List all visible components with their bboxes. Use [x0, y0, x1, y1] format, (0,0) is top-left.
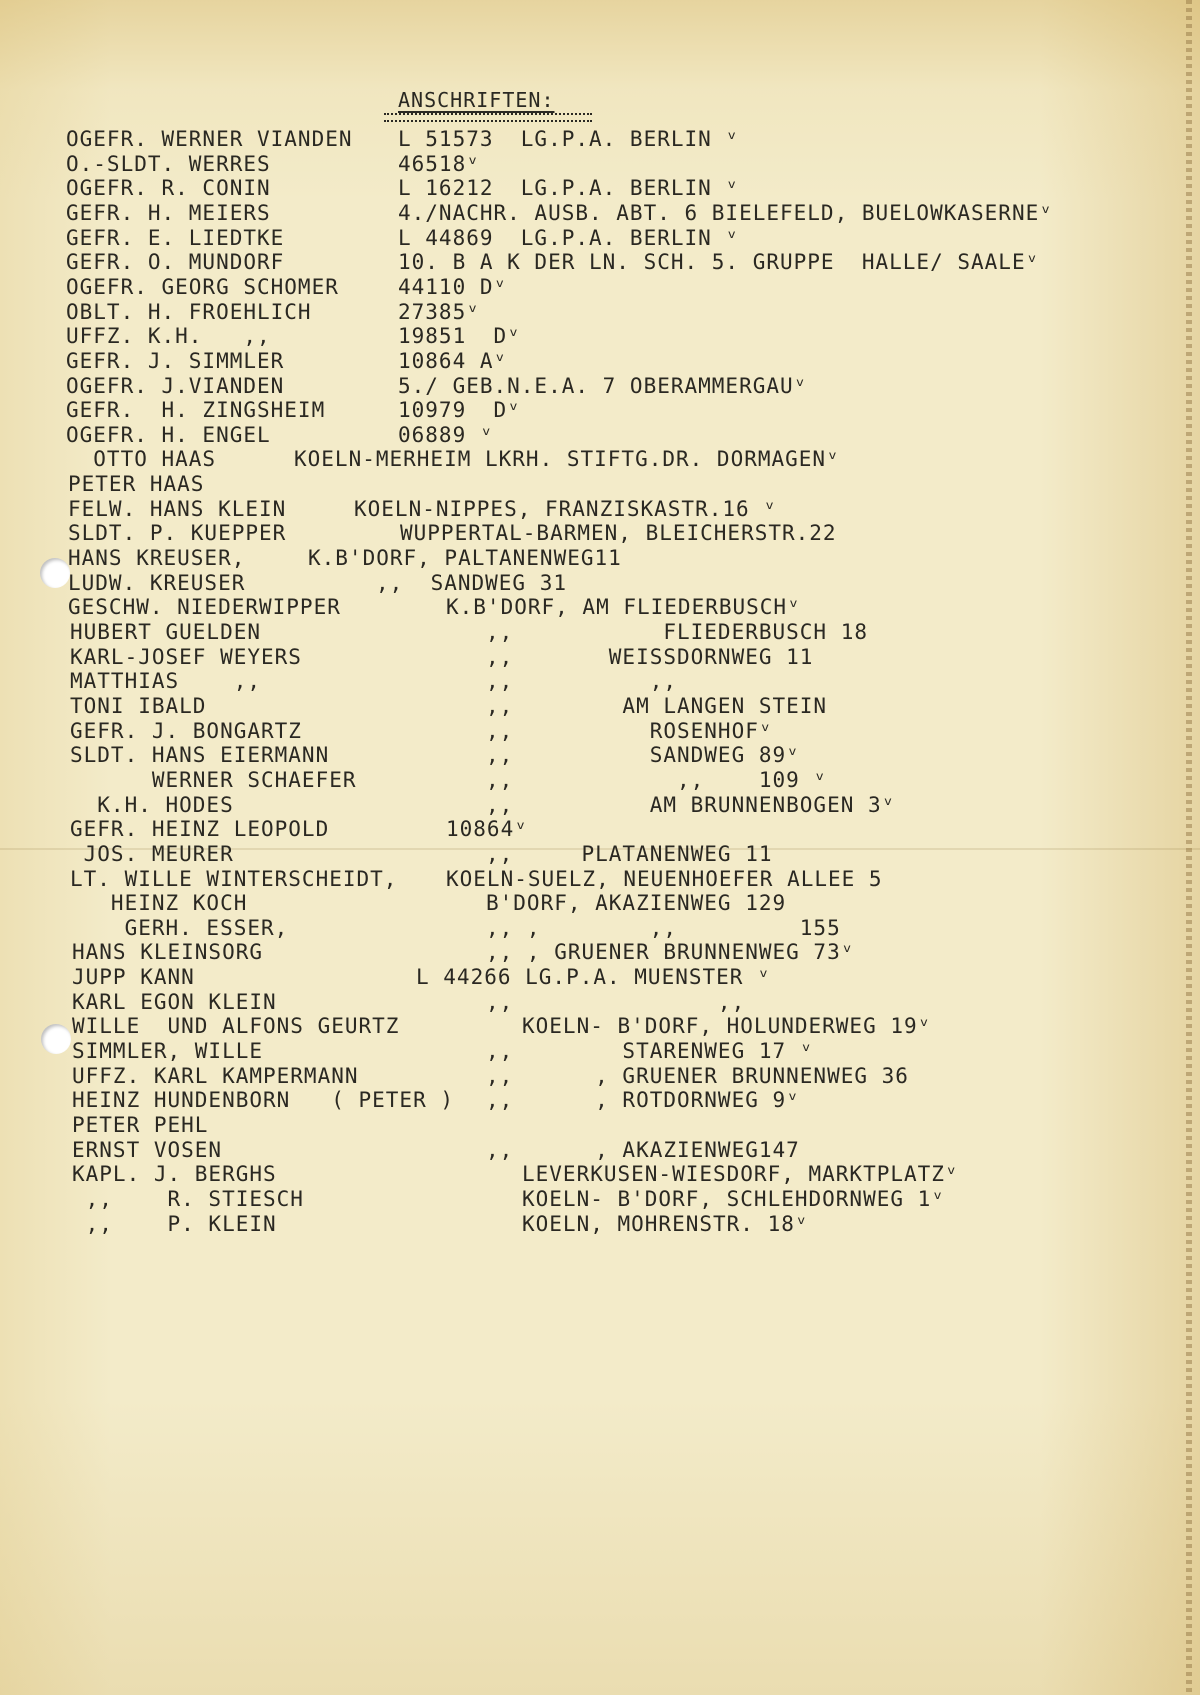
row-name: HEINZ HUNDENBORN ( PETER ) [72, 1088, 455, 1113]
row-address: L 16212 LG.P.A. BERLIN ᵛ [398, 176, 740, 201]
row-address: L 44869 LG.P.A. BERLIN ᵛ [398, 225, 740, 250]
row-address: ,, , GRUENER BRUNNENWEG 73ᵛ [486, 940, 855, 965]
row-address: KOELN- B'DORF, HOLUNDERWEG 19ᵛ [522, 1014, 932, 1039]
row-address: ,, , AKAZIENWEG147 [486, 1137, 800, 1162]
row-name: WILLE UND ALFONS GEURTZ [72, 1014, 400, 1039]
row-name: MATTHIAS ,, [70, 669, 262, 694]
row-address: 27385ᵛ [398, 299, 480, 324]
row-name: GEFR. H. MEIERS [66, 200, 271, 225]
row-name: GERH. ESSER, [70, 915, 289, 940]
row-name: GEFR. HEINZ LEOPOLD [70, 817, 330, 842]
row-name: OGEFR. GEORG SCHOMER [66, 274, 339, 299]
row-address: ,, ,, 109 ᵛ [486, 767, 828, 792]
row-name: HUBERT GUELDEN [70, 620, 262, 644]
row-address: 10979 Dᵛ [398, 398, 521, 423]
row-address: KOELN-NIPPES, FRANZISKASTR.16 ᵛ [354, 496, 777, 521]
row-name: OTTO HAAS [66, 447, 217, 472]
row-name: KAPL. J. BERGHS [72, 1162, 277, 1187]
row-name: HEINZ KOCH [70, 891, 248, 916]
punch-hole-icon [41, 1024, 71, 1054]
row-name: UFFZ. K.H. ,, [66, 324, 271, 349]
row-name: ,, R. STIESCH [72, 1186, 304, 1211]
row-name: KARL-JOSEF WEYERS [70, 644, 302, 669]
row-name: HANS KLEINSORG [72, 940, 264, 965]
row-address: KOELN- B'DORF, SCHLEHDORNWEG 1ᵛ [522, 1186, 945, 1211]
row-name: WERNER SCHAEFER [70, 767, 357, 792]
row-name: GESCHW. NIEDERWIPPER [68, 595, 341, 620]
title-double-underline [384, 113, 592, 122]
row-name: PETER PEHL [72, 1113, 209, 1137]
row-address: ,, , ROTDORNWEG 9ᵛ [486, 1088, 800, 1113]
row-address: ,, SANDWEG 31 [376, 570, 568, 595]
row-address: B'DORF, AKAZIENWEG 129 [486, 891, 787, 916]
row-address: ,, FLIEDERBUSCH 18 [486, 620, 869, 644]
row-address: KOELN-SUELZ, NEUENHOEFER ALLEE 5 [446, 866, 883, 891]
row-address: 10864ᵛ [446, 817, 528, 842]
row-address: ,, SANDWEG 89ᵛ [486, 743, 800, 768]
row-name: GEFR. J. SIMMLER [66, 348, 285, 373]
row-name: ERNST VOSEN [72, 1137, 223, 1162]
row-address: ,, AM LANGEN STEIN [486, 693, 828, 718]
row-name: ,, P. KLEIN [72, 1211, 277, 1236]
row-name: KARL EGON KLEIN [72, 989, 277, 1014]
row-name: OGEFR. WERNER VIANDEN [66, 127, 353, 151]
row-address: L 51573 LG.P.A. BERLIN ᵛ [398, 127, 740, 151]
row-name: SLDT. P. KUEPPER [68, 521, 287, 546]
row-name: LT. WILLE WINTERSCHEIDT, [70, 866, 398, 891]
row-name: SIMMLER, WILLE [72, 1039, 264, 1064]
document-title: ANSCHRIFTEN: [398, 88, 555, 112]
perforated-edge [1186, 0, 1192, 1695]
row-address: 46518ᵛ [398, 151, 480, 176]
row-address: 10864 Aᵛ [398, 348, 508, 373]
row-address: ,, STARENWEG 17 ᵛ [486, 1039, 814, 1064]
row-name: OGEFR. J.VIANDEN [66, 373, 285, 398]
row-name: SLDT. HANS EIERMANN [70, 743, 330, 768]
row-address: 06889 ᵛ [398, 422, 494, 447]
row-name: LUDW. KREUSER [68, 570, 246, 595]
row-address: 4./NACHR. AUSB. ABT. 6 BIELEFELD, BUELOWKASERNEᵛ [398, 200, 1053, 225]
row-name: GEFR. E. LIEDTKE [66, 225, 285, 250]
row-name: OGEFR. R. CONIN [66, 176, 271, 201]
row-address: 5./ GEB.N.E.A. 7 OBERAMMERGAUᵛ [398, 373, 808, 398]
row-address: ,, , GRUENER BRUNNENWEG 36 [486, 1063, 909, 1088]
row-address: L 44266 LG.P.A. MUENSTER ᵛ [416, 965, 771, 990]
row-name: K.H. HODES [70, 792, 234, 817]
row-name: PETER HAAS [68, 472, 205, 497]
row-address: K.B'DORF, PALTANENWEG11 [308, 546, 622, 571]
row-name: GEFR. H. ZINGSHEIM [66, 398, 326, 423]
row-name: HANS KREUSER, [68, 546, 246, 571]
row-address: K.B'DORF, AM FLIEDERBUSCHᵛ [446, 595, 801, 620]
row-name: GEFR. O. MUNDORF [66, 250, 285, 275]
row-name: JUPP KANN [72, 965, 195, 990]
row-address: ,, ,, [486, 669, 678, 694]
row-address: KOELN-MERHEIM LKRH. STIFTG.DR. DORMAGENᵛ [294, 447, 840, 472]
row-name: O.-SLDT. WERRES [66, 151, 271, 176]
row-address: ,, ,, [486, 989, 746, 1014]
punch-hole-icon [40, 558, 70, 588]
row-name: OBLT. H. FROEHLICH [66, 299, 312, 324]
row-address: ,, WEISSDORNWEG 11 [486, 644, 814, 669]
row-name: JOS. MEURER [70, 841, 234, 866]
row-name: TONI IBALD [70, 693, 207, 718]
row-address: ,, , ,, 155 [486, 915, 841, 940]
row-name: OGEFR. H. ENGEL [66, 422, 271, 447]
row-address: 10. B A K DER LN. SCH. 5. GRUPPE HALLE/ SAALEᵛ [398, 250, 1040, 275]
row-address: ,, ROSENHOFᵛ [486, 718, 773, 743]
row-address: 44110 Dᵛ [398, 274, 508, 299]
row-address: ,, PLATANENWEG 11 [486, 841, 773, 866]
row-name: UFFZ. KARL KAMPERMANN [72, 1063, 359, 1088]
row-address: 19851 Dᵛ [398, 324, 521, 349]
row-name: GEFR. J. BONGARTZ [70, 718, 302, 743]
row-address: LEVERKUSEN-WIESDORF, MARKTPLATZᵛ [522, 1162, 959, 1187]
row-address: KOELN, MOHRENSTR. 18ᵛ [522, 1211, 809, 1236]
row-address: ,, AM BRUNNENBOGEN 3ᵛ [486, 792, 896, 817]
row-address: WUPPERTAL-BARMEN, BLEICHERSTR.22 [400, 521, 837, 546]
row-name: FELW. HANS KLEIN [68, 496, 287, 521]
